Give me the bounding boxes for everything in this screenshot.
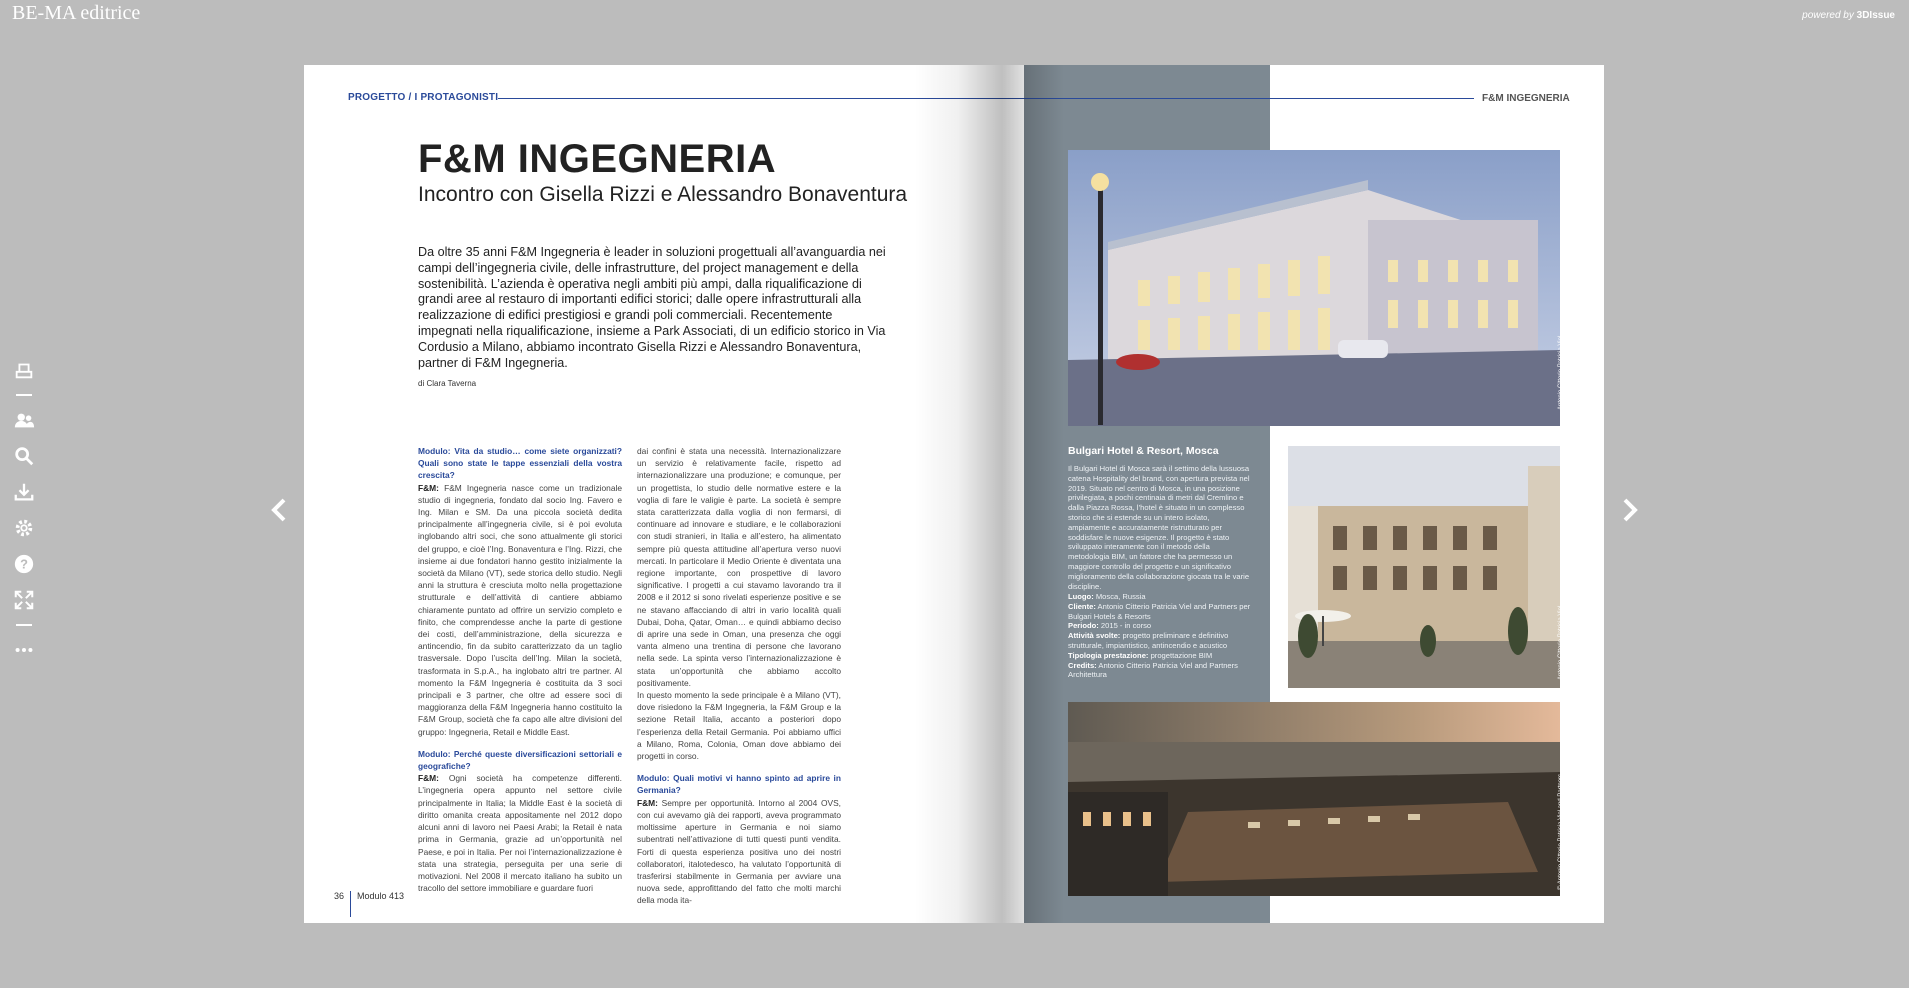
more-button[interactable]: [12, 638, 36, 662]
section-label: [348, 92, 498, 103]
interview-answer: Sempre per opportunità. Intorno al 2004 OVS, con cui avevamo già dei rapporti, aveva programmato moltissime aperture in Germania e noi siamo subentrati nell’attivazione di tutti questi punti vendita. Forti di questa esperienza positiva uno dei nostri collaboratori, italotedesco, ha valutato l’opportunità di trasferirsi stabilmente in Germania per avviare una nuova sede, approfittando del fatto che molti marchi della moda ita-: [637, 797, 841, 906]
right-page[interactable]: [1024, 65, 1604, 923]
section-label-main: PROGETTO: [348, 92, 406, 103]
hotel-exterior-image: [1068, 150, 1560, 426]
fact-value: Antonio Citterio Patricia Viel and Partners Architettura: [1068, 660, 1238, 680]
footer-rule: [350, 891, 351, 917]
help-button[interactable]: [12, 552, 36, 576]
page-footer: [334, 891, 404, 917]
prev-page-button[interactable]: [268, 494, 292, 526]
share-icon: [13, 409, 35, 431]
fact-value: progetto preliminare e definitivo strutturale, impiantistico, antincendio e acustico: [1068, 631, 1229, 650]
powered-by[interactable]: [1802, 10, 1895, 21]
download-icon: [13, 481, 35, 503]
photo-credit-1: Antonio Citterio Patricia Viel: [1558, 335, 1564, 410]
section-label-sub: I PROTAGONISTI: [414, 92, 499, 103]
fact-value: 2015 - in corso: [1098, 621, 1152, 631]
settings-icon: [13, 517, 35, 539]
fact-value: progettazione BIM: [1148, 650, 1213, 660]
article-paragraph: [637, 772, 841, 906]
fullscreen-icon: [13, 589, 35, 611]
article-paragraph: [418, 445, 622, 738]
photo-credit-2: Antonio Citterio Patricia Viel: [1558, 605, 1564, 680]
toolbar: [12, 352, 36, 668]
answer-lead: F&M:: [637, 797, 658, 808]
print-button[interactable]: [12, 358, 36, 382]
article-title: F&M INGEGNERIA: [418, 137, 777, 181]
fact-label: Tipologia prestazione:: [1068, 650, 1149, 660]
fact-label: Attività svolte:: [1068, 631, 1121, 641]
fact-row: [1068, 651, 1252, 661]
settings-button[interactable]: [12, 516, 36, 540]
gutter-shadow: [1024, 65, 1064, 923]
article-paragraph: dai confini è stata una necessità. Internazionalizzare un servizio è relativamente facile, rispetto ad internazionalizzare una produzione; e comunque, per un progettista, lo studio delle normative estere e la voglia di fare le valigie è parte. La società è sempre stata caratterizzata dalla voglia di non fermarsi, di continuare ad innovare e studiare, e le collaborazioni con studi stranieri, in Italia e all’estero, ha alimentato sempre più questa attitudine all’apertura verso nuovi mercati. In particolare il Medio Oriente è diventata una regione importante, con prospettive di lavoro significative. I progetti a cui stavamo lavorando tra il 2008 e il 2012 si sono rivelati esperienze positive e se ne stavano affacciando di altri in vario località quali Dubai, Doha, Qatar, Oman… e quindi abbiamo deciso di aprire una sede in Oman, una presenza che oggi vanta almeno una trentina di persone che lavorano nella sede. La spinta verso l’internazionalizzazione è stata un’opportunità che abbiamo accolto positivamente.: [637, 446, 841, 688]
fact-row: [1068, 602, 1252, 622]
fact-row: [1068, 621, 1252, 631]
fact-value: Mosca, Russia: [1093, 592, 1146, 601]
rooftop-photo[interactable]: [1068, 702, 1560, 896]
interview-answer: F&M Ingegneria nasce come un tradizionale studio di ingegneria, fondato dal socio Ing. Favero e Ing. Milan e SM. Da una piccola società dedita principalmente all’ingegneria civile, si è poi evoluta inglobando altri soci, che sono attualmente gli storici del gruppo, e cioè l’Ing. Bonaventura e l’Ing. Rizzi, che insieme ai due fondatori hanno gestito inizialmente la società da Milano (VT), sede storica dello studio. Negli anni la struttura è cresciuta molto nella progettazione strutturale e dell’attività di cantiere abbiamo chiaramente puntato ad offrire un servizio completo e finito, che comprendesse anche la parte di gestione dei costi, dell’amministrazione, della sicurezza e antincendio, fin da subito caratterizzato da un taglio trasversale. Dopo l’uscita dell’Ing. Milan la società, trasformata in S.p.A., ha inglobato altri tre partner. Al momento la F&M Ingegneria è costituita da 3 soci principali e 3 partner, che oltre ad essere soci di maggioranza della F&M Ingegneria hanno costituito la F&M Group, società che fa capo alle altre divisioni del gruppo: Ingegneria, Retail e Middle East.: [418, 482, 622, 737]
more-icon: [13, 639, 35, 661]
fact-label: Periodo:: [1068, 621, 1099, 631]
download-button[interactable]: [12, 480, 36, 504]
article-column-1: [418, 445, 622, 904]
photo-credit-3: © Antonio Citterio Patricia Viel and Partners: [1558, 773, 1564, 890]
left-page[interactable]: [304, 65, 1024, 923]
next-page-button[interactable]: [1617, 494, 1641, 526]
toolbar-divider: [16, 394, 32, 396]
project-facts: [1068, 592, 1252, 680]
powered-by-label: powered by: [1802, 10, 1854, 21]
answer-lead: F&M:: [418, 482, 439, 493]
search-icon: [13, 445, 35, 467]
rooftop-image: [1068, 702, 1560, 896]
article-subtitle: Incontro con Gisella Rizzi e Alessandro Bonaventura: [418, 183, 908, 206]
gutter-shadow: [914, 65, 1024, 923]
help-icon: [13, 553, 35, 575]
powered-by-brand: 3DIssue: [1856, 10, 1895, 21]
interview-question: Modulo: Quali motivi vi hanno spinto ad aprire in Germania?: [637, 773, 841, 796]
header-rule: [1270, 98, 1490, 99]
fact-row: [1068, 592, 1252, 602]
article-intro: Da oltre 35 anni F&M Ingegneria è leader in soluzioni progettuali all’avanguardia nei campi dell’ingegneria civile, delle infrastrutture, del project management e della sostenibilità. L’azienda è operativa negli ambiti più ampi, dalla riqualificazione di grandi aree al restauro di importanti edifici storici; dalle opere infrastrutturali alla realizzazione di edifici prestigiosi e grandi poli commerciali. Recentemente impegnati nella riqualificazione, insieme a Park Associati, di un edificio storico in Via Cordusio a Milano, abbiamo incontrato Gisella Rizzi e Alessandro Bonaventura, partner di F&M Ingegneria.: [418, 245, 886, 370]
project-description: Il Bulgari Hotel di Mosca sarà il settimo della lussuosa catena Hospitality del brand, con apertura prevista nel 2019. Situato nel centro di Mosca, in una posizione privilegiata, a pochi centinaia di metri dal Cremlino e dalla Piazza Rossa, l’hotel è situato in un complesso storico che si estende su un intero isolato, ampiamente e accuratamente ristrutturato per soddisfare le nuove esigenze. Il progetto è stato sviluppato interamente con il metodo della metodologia BIM, un fattore che ha permesso un maggiore controllo del progetto e un significativo miglioramento della collaborazione giocata tra le varie discipline.: [1068, 464, 1250, 591]
svg-text:?: ?: [20, 556, 28, 572]
chevron-right-icon: [1617, 494, 1641, 526]
section-label-separator: /: [405, 92, 415, 103]
fact-row: [1068, 631, 1252, 651]
fact-row: [1068, 661, 1252, 681]
interview-answer: Ogni società ha competenze differenti. L’ingegneria opera appunto nel settore civile principalmente in Italia; la Middle East è la società di diritto omanita creata appositamente nel 2012 dopo alcuni anni di lavoro nei Paesi Arabi; la Retail è nata prima in Germania, grazie ad un’opportunità nel Paese, e poi in Italia. Per noi l’internazionalizzazione è stata una strategia, perseguita per una serie di motivazioni. Nel 2008 il mercato italiano ha subito un tracollo del settore immobiliare e guardare fuori: [418, 773, 622, 894]
interview-question: Modulo: Vita da studio… come siete organizzati? Quali sono state le tappe essenziali della vostra crescita?: [418, 446, 622, 481]
print-icon: [13, 359, 35, 381]
answer-lead: F&M:: [418, 773, 439, 784]
fullscreen-button[interactable]: [12, 588, 36, 612]
magazine-issue: Modulo 413: [357, 891, 405, 901]
brand-logo: BE-MA editrice: [12, 2, 141, 24]
fact-value: Antonio Citterio Patricia Viel and Partners per Bulgari Hotels & Resorts: [1068, 601, 1251, 621]
article-paragraph: [418, 748, 622, 894]
chevron-left-icon: [268, 494, 292, 526]
fact-label: Credits:: [1068, 660, 1097, 670]
toolbar-divider: [16, 624, 32, 626]
courtyard-photo[interactable]: [1288, 446, 1560, 688]
project-title: Bulgari Hotel & Resort, Mosca: [1068, 445, 1219, 457]
article-paragraph: In questo momento la sede principale è a Milano (VT), dove risiedono la F&M Ingegneria, la F&M Group e la sezione Retail Italia, accanto a posteriori dopo l’esperienza della Retail Germania. Poi abbiamo uffici a Milano, Roma, Colonia, Oman dove abbiamo dei progetti in corso.: [637, 690, 841, 762]
hotel-exterior-photo[interactable]: [1068, 150, 1560, 426]
page-number: 36: [334, 891, 345, 901]
share-button[interactable]: [12, 408, 36, 432]
fact-label: Luogo:: [1068, 592, 1094, 601]
article-byline: di Clara Taverna: [418, 379, 477, 388]
courtyard-image: [1288, 446, 1560, 688]
page-header-label: F&M INGEGNERIA: [1474, 93, 1570, 104]
search-button[interactable]: [12, 444, 36, 468]
fact-label: Cliente:: [1068, 601, 1096, 611]
interview-question: Modulo: Perché queste diversificazioni settoriali e geografiche?: [418, 748, 622, 772]
article-column-2: [637, 445, 841, 917]
